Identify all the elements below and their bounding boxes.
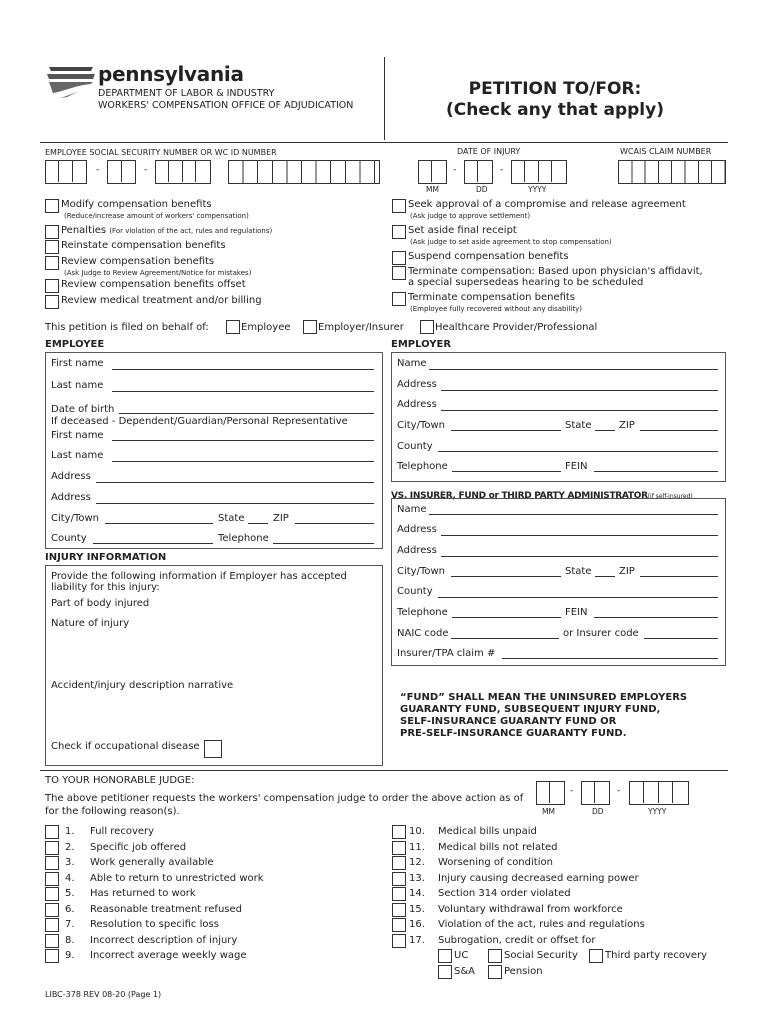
terminate-affidavit-checkbox[interactable] [392, 266, 406, 280]
compromise-note: (Ask judge to approve settlement) [410, 212, 531, 220]
reason-6-num: 6. [65, 903, 75, 915]
fund-note-2: GUARANTY FUND, SUBSEQUENT INJURY FUND, [400, 704, 661, 715]
employer-telephone-field[interactable] [452, 471, 561, 472]
doi-dash-2: - [500, 165, 504, 175]
doi-yyyy: YYYY [528, 185, 547, 194]
insurer-name-field[interactable] [429, 514, 718, 515]
reason-1-checkbox[interactable] [45, 825, 59, 839]
terminate-affidavit-label2: a special supersedeas hearing to be scheduled [408, 277, 644, 288]
employer-name-field[interactable] [429, 369, 718, 370]
terminate-affidavit-label: Terminate compensation: Based upon physician's affidavit, [408, 266, 703, 277]
reinstate-checkbox[interactable] [45, 240, 59, 254]
reason-10-num: 10. [409, 826, 425, 837]
employer-address-label: Address [397, 379, 437, 390]
employee-address-field[interactable] [96, 482, 374, 483]
reason-9-num: 9. [65, 950, 75, 961]
employee-state-field[interactable] [248, 523, 268, 524]
employer-state-label: State [565, 420, 592, 431]
reason-3-num: 3. [65, 857, 75, 868]
reason-14-num: 14. [409, 888, 425, 899]
reason-9-checkbox[interactable] [45, 949, 59, 963]
form-subtitle: (Check any that apply) [446, 100, 664, 120]
reason-10-checkbox[interactable] [392, 825, 406, 839]
reason-17-num: 17. [409, 934, 425, 946]
action-date-input[interactable] [536, 781, 696, 805]
ssn-label: EMPLOYEE SOCIAL SECURITY NUMBER OR WC ID NUMBER [45, 148, 277, 157]
compromise-label: Seek approval of a compromise and release agreement [408, 199, 686, 210]
body-part-label: Part of body injured [51, 598, 150, 609]
employee-county-field[interactable] [93, 543, 213, 544]
reasons-right-list [392, 825, 727, 980]
action-date-dd: DD [592, 807, 604, 816]
reasons-left-list [45, 825, 375, 965]
reinstate-label: Reinstate compensation benefits [61, 240, 226, 251]
wc-id-input[interactable] [228, 160, 380, 184]
offset-sa-label: S&A [454, 965, 475, 977]
insurer-telephone-label: Telephone [397, 607, 448, 618]
doi-dash-1: - [453, 165, 457, 175]
reason-13-checkbox[interactable] [392, 872, 406, 886]
behalf-employee-label: Employee [241, 322, 291, 333]
insurer-address2-field[interactable] [441, 556, 718, 557]
employee-first-name-field[interactable] [112, 369, 374, 370]
occupational-label: Check if occupational disease [51, 741, 200, 752]
insurer-fein-field[interactable] [594, 617, 718, 618]
employer-address2-label: Address [397, 399, 437, 410]
insurer-address2-label: Address [397, 545, 437, 556]
employer-fein-label: FEIN [565, 461, 588, 472]
reason-8-num: 8. [65, 934, 75, 946]
offset-ss-label: Social Security [504, 950, 578, 961]
set-aside-label: Set aside final receipt [408, 225, 517, 236]
reason-6-checkbox[interactable] [45, 903, 59, 917]
doi-mm: MM [426, 185, 439, 194]
insurer-address-field[interactable] [441, 535, 718, 536]
reason-5-num: 5. [65, 888, 75, 899]
reason-8-label: Incorrect description of injury [90, 934, 238, 946]
review-offset-checkbox[interactable] [45, 279, 59, 293]
dependent-last-name-field[interactable] [112, 461, 374, 462]
review-benefits-label: Review compensation benefits [61, 256, 215, 267]
department-name: DEPARTMENT OF LABOR & INDUSTRY [98, 88, 275, 99]
employee-address2-label: Address [51, 492, 91, 503]
offset-ss-checkbox[interactable] [488, 949, 502, 963]
state-name: pennsylvania [98, 62, 244, 86]
reason-15-label: Voluntary withdrawal from workforce [438, 903, 623, 915]
reason-11-checkbox[interactable] [392, 841, 406, 855]
insurer-city-field[interactable] [451, 576, 561, 577]
deceased-label: If deceased - Dependent/Guardian/Personal Representative [51, 416, 348, 427]
reason-17-checkbox[interactable] [392, 934, 406, 948]
behalf-provider-label: Healthcare Provider/Professional [435, 322, 598, 333]
ssn-dash-2: - [144, 165, 148, 175]
occupational-checkbox[interactable] [204, 740, 222, 758]
penalties-checkbox[interactable] [45, 225, 59, 239]
offset-uc-label: UC [454, 950, 469, 961]
insurer-telephone-field[interactable] [452, 617, 561, 618]
terminate-benefits-label: Terminate compensation benefits [408, 292, 576, 303]
reason-9-label: Incorrect average weekly wage [90, 950, 247, 961]
employee-county-label: County [51, 533, 87, 544]
employee-address2-field[interactable] [96, 503, 374, 504]
employer-address-field[interactable] [441, 390, 718, 391]
reason-1-label: Full recovery [90, 826, 155, 837]
injury-heading: INJURY INFORMATION [45, 552, 167, 563]
offset-third-party-checkbox[interactable] [589, 949, 603, 963]
injury-panel [45, 565, 383, 766]
narrative-label: Accident/injury description narrative [51, 680, 234, 691]
set-aside-checkbox[interactable] [392, 225, 406, 239]
judge-heading: TO YOUR HONORABLE JUDGE: [45, 775, 195, 786]
reason-15-num: 15. [409, 903, 425, 915]
ssn-dash-1: - [96, 165, 100, 175]
employee-heading: EMPLOYEE [45, 339, 105, 350]
reason-4-num: 4. [65, 872, 75, 884]
tpa-claim-field[interactable] [502, 658, 718, 659]
fund-note-4: PRE-SELF-INSURANCE GUARANTY FUND. [400, 728, 627, 739]
reason-17-label: Subrogation, credit or offset for [438, 934, 596, 946]
employee-last-name-field[interactable] [112, 391, 374, 392]
action-date-mm: MM [542, 807, 555, 816]
insurer-code-field[interactable] [644, 638, 718, 639]
tpa-claim-label: Insurer/TPA claim # [397, 648, 496, 659]
insurer-heading-note: (if self-insured) [647, 493, 693, 500]
wcais-input[interactable] [618, 160, 726, 184]
suspend-label: Suspend compensation benefits [408, 251, 569, 262]
action-date-dash-1: - [570, 786, 574, 796]
employer-address2-field[interactable] [441, 410, 718, 411]
reason-7-label: Resolution to specific loss [90, 919, 219, 930]
behalf-label: This petition is filed on behalf of: [45, 322, 209, 333]
insurer-name-label: Name [397, 504, 427, 515]
offset-sa-checkbox[interactable] [438, 965, 452, 979]
offset-pension-label: Pension [504, 965, 543, 977]
employer-zip-field[interactable] [640, 430, 718, 431]
terminate-benefits-note: (Employee fully recovered without any disability) [410, 305, 582, 313]
employer-heading: EMPLOYER [391, 339, 452, 350]
employer-county-field[interactable] [438, 451, 718, 452]
reason-16-label: Violation of the act, rules and regulations [438, 919, 645, 930]
modify-benefits-label: Modify compensation benefits [61, 199, 212, 210]
reason-14-checkbox[interactable] [392, 887, 406, 901]
reason-12-checkbox[interactable] [392, 856, 406, 870]
offset-uc-checkbox[interactable] [438, 949, 452, 963]
insurer-heading-text: VS. INSURER, FUND or THIRD PARTY ADMINISTRATOR [391, 491, 648, 501]
employer-state-field[interactable] [595, 430, 615, 431]
employer-telephone-label: Telephone [397, 461, 448, 472]
form-title: PETITION TO/FOR: [468, 79, 642, 99]
employee-telephone-label: Telephone [218, 533, 269, 544]
reason-3-checkbox[interactable] [45, 856, 59, 870]
employee-dob-label: Date of birth [51, 404, 115, 415]
action-date-yyyy: YYYY [648, 807, 667, 816]
reason-10-label: Medical bills unpaid [438, 826, 537, 837]
employee-telephone-field[interactable] [273, 543, 374, 544]
employer-city-label: City/Town [397, 420, 446, 431]
reason-6-label: Reasonable treatment refused [90, 903, 242, 915]
judge-request-2: for the following reason(s). [45, 806, 180, 817]
reason-1-num: 1. [65, 826, 75, 837]
reason-11-label: Medical bills not related [438, 841, 558, 853]
employee-dob-field[interactable] [119, 413, 374, 414]
insurer-state-label: State [565, 566, 592, 577]
employer-county-label: County [397, 441, 433, 452]
reason-3-label: Work generally available [90, 857, 214, 868]
doi-input[interactable] [418, 160, 558, 184]
insurer-fein-label: FEIN [565, 607, 588, 618]
compromise-checkbox[interactable] [392, 199, 406, 213]
insurer-zip-label: ZIP [619, 566, 635, 577]
employee-zip-label: ZIP [273, 513, 289, 524]
top-rule [40, 142, 728, 143]
set-aside-note: (Ask judge to set aside agreement to stop compensation) [410, 238, 612, 246]
review-medical-label: Review medical treatment and/or billing [61, 295, 262, 306]
doi-label: DATE OF INJURY [457, 147, 521, 156]
suspend-checkbox[interactable] [392, 251, 406, 265]
offset-pension-checkbox[interactable] [488, 965, 502, 979]
insurer-panel [391, 498, 726, 666]
review-benefits-checkbox[interactable] [45, 256, 59, 270]
insurer-state-field[interactable] [595, 576, 615, 577]
insurer-zip-field[interactable] [640, 576, 718, 577]
employee-last-name-label: Last name [51, 380, 104, 391]
offset-third-party-label: Third party recovery [605, 950, 708, 961]
penalties-label [61, 225, 272, 236]
reason-13-num: 13. [409, 872, 425, 884]
employee-city-field[interactable] [105, 523, 213, 524]
reason-2-label: Specific job offered [90, 841, 187, 853]
behalf-employer-checkbox[interactable] [303, 320, 317, 334]
insurer-county-field[interactable] [438, 597, 718, 598]
employee-state-label: State [218, 513, 245, 524]
employee-first-name-label: First name [51, 358, 104, 369]
dependent-last-name-label: Last name [51, 450, 104, 461]
modify-benefits-note: (Reduce/increase amount of workers' compensation) [64, 212, 249, 220]
modify-benefits-checkbox[interactable] [45, 199, 59, 213]
employee-address-label: Address [51, 471, 91, 482]
bureau-name: WORKERS' COMPENSATION OFFICE OF ADJUDICATION [98, 100, 354, 111]
reason-13-label: Injury causing decreased earning power [438, 872, 639, 884]
judge-rule [40, 770, 728, 771]
behalf-employee-checkbox[interactable] [226, 320, 240, 334]
employer-city-field[interactable] [451, 430, 561, 431]
reason-7-checkbox[interactable] [45, 918, 59, 932]
nature-label: Nature of injury [51, 618, 130, 629]
reason-12-label: Worsening of condition [438, 857, 553, 868]
employer-name-label: Name [397, 358, 427, 369]
naic-field[interactable] [451, 638, 559, 639]
reason-15-checkbox[interactable] [392, 903, 406, 917]
dependent-first-name-field[interactable] [112, 440, 374, 441]
injury-intro-1: Provide the following information if Employer has accepted [51, 571, 347, 582]
ssn-input[interactable] [45, 160, 215, 184]
employee-zip-field[interactable] [295, 523, 374, 524]
doi-dd: DD [476, 185, 488, 194]
naic-label: NAIC code [397, 628, 449, 639]
reason-4-label: Able to return to unrestricted work [90, 872, 264, 884]
reason-14-label: Section 314 order violated [438, 888, 571, 899]
reason-11-num: 11. [409, 841, 425, 853]
insurer-address-label: Address [397, 524, 437, 535]
judge-request-1: The above petitioner requests the workers' compensation judge to order the above action as of [45, 793, 524, 804]
reason-4-checkbox[interactable] [45, 872, 59, 886]
reason-2-num: 2. [65, 841, 75, 853]
insurer-county-label: County [397, 586, 433, 597]
form-footer: LIBC-378 REV 08-20 (Page 1) [45, 990, 162, 999]
behalf-employer-label: Employer/Insurer [318, 322, 404, 333]
employer-fein-field[interactable] [594, 471, 718, 472]
review-medical-checkbox[interactable] [45, 295, 59, 309]
insurer-city-label: City/Town [397, 566, 446, 577]
fund-note-1: “FUND” SHALL MEAN THE UNINSURED EMPLOYERS [400, 692, 688, 703]
employee-city-label: City/Town [51, 513, 100, 524]
review-offset-label: Review compensation benefits offset [61, 279, 246, 290]
dependent-first-name-label: First name [51, 430, 104, 441]
terminate-benefits-checkbox[interactable] [392, 292, 406, 306]
penalties-note: (For violation of the act, rules and regulations) [109, 227, 273, 235]
penalties-label-text: Penalties [61, 225, 107, 236]
reason-16-checkbox[interactable] [392, 918, 406, 932]
reason-8-checkbox[interactable] [45, 934, 59, 948]
behalf-provider-checkbox[interactable] [420, 320, 434, 334]
action-date-dash-2: - [617, 786, 621, 796]
reason-16-num: 16. [409, 919, 425, 930]
reason-2-checkbox[interactable] [45, 841, 59, 855]
pa-logo-keystone-icon [45, 63, 97, 103]
reason-12-num: 12. [409, 857, 425, 868]
reason-5-checkbox[interactable] [45, 887, 59, 901]
insurer-code-label: or Insurer code [563, 628, 639, 639]
reason-5-label: Has returned to work [90, 888, 196, 899]
review-benefits-note: (Ask Judge to Review Agreement/Notice for mistakes) [64, 269, 252, 277]
injury-intro-2: liability for this injury: [51, 582, 160, 593]
wcais-label: WCAIS CLAIM NUMBER [620, 147, 712, 156]
fund-note-3: SELF-INSURANCE GUARANTY FUND OR [400, 716, 617, 727]
employer-zip-label: ZIP [619, 420, 635, 431]
reason-7-num: 7. [65, 919, 75, 930]
